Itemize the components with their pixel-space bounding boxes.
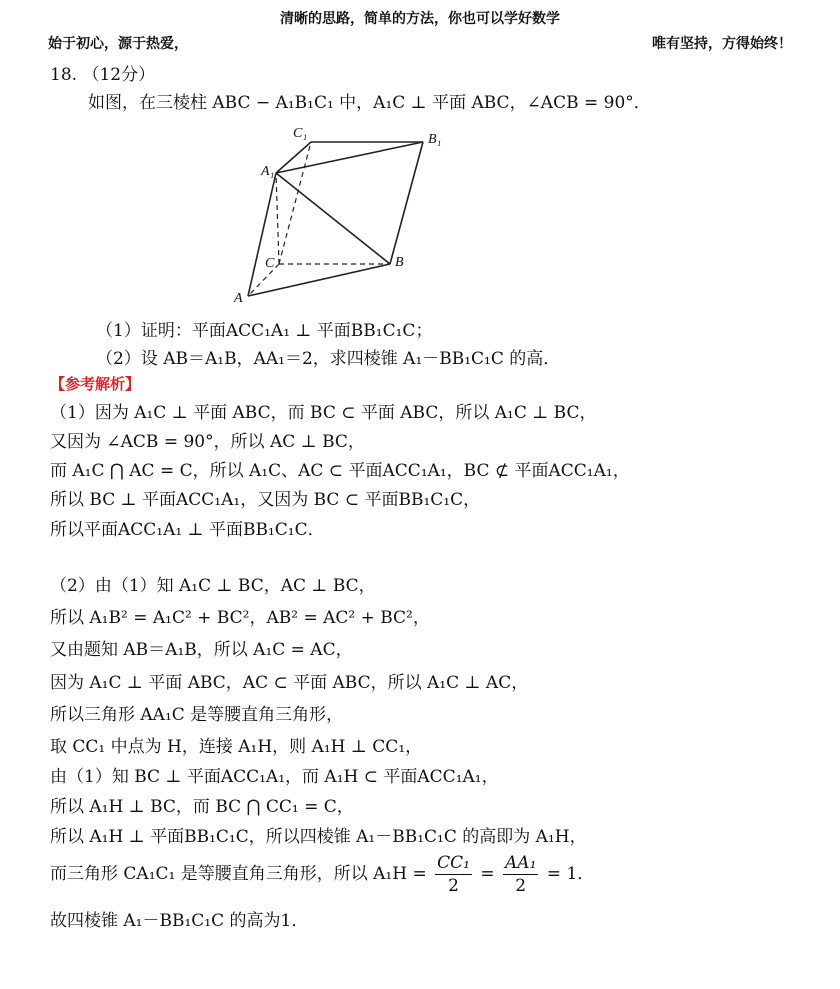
solution-title: 【参考解析】	[50, 375, 141, 393]
solution-line: 所以平面ACC₁A₁ ⊥ 平面BB₁C₁C．	[50, 520, 325, 540]
conclusion: 故四棱锥 A₁－BB₁C₁C 的高为1．	[50, 911, 309, 931]
fraction-cc1	[435, 852, 472, 897]
denominator: 2	[448, 876, 459, 896]
label-c1: C₁	[293, 126, 308, 141]
solution-line: 又因为 ∠ACB = 90°，所以 AC ⊥ BC，	[50, 432, 365, 452]
question-2: （2）设 AB＝A₁B，AA₁＝2，求四棱锥 A₁－BB₁C₁C 的高．	[96, 349, 561, 369]
numerator: CC₁	[437, 853, 470, 873]
solution-line: 因为 A₁C ⊥ 平面 ABC，AC ⊂ 平面 ABC，所以 A₁C ⊥ AC，	[50, 673, 529, 693]
solution-line: 而 A₁C ⋂ AC = C，所以 A₁C、AC ⊂ 平面ACC₁A₁，BC ⊄ 平面ACC₁A₁，	[50, 461, 630, 481]
solution-line: 所以 A₁B² = A₁C² + BC²，AB² = AC² + BC²，	[50, 608, 430, 628]
problem-number: 18. （12分）	[50, 65, 156, 85]
equals: =	[480, 864, 495, 884]
problem-stem: 如图，在三棱柱 ABC − A₁B₁C₁ 中，A₁C ⊥ 平面 ABC，∠ACB = 90°．	[88, 93, 651, 113]
solution-line: 所以 A₁H ⊥ BC，而 BC ⋂ CC₁ = C，	[50, 797, 354, 817]
solution-line: （2）由（1）知 A₁C ⊥ BC，AC ⊥ BC，	[50, 576, 376, 596]
denominator: 2	[515, 876, 527, 896]
fraction-line	[50, 852, 594, 897]
label-c: C	[265, 256, 275, 271]
label-b: B	[395, 255, 404, 270]
solution-line: 所以 BC ⊥ 平面ACC₁A₁，又因为 BC ⊂ 平面BB₁C₁C，	[50, 490, 481, 510]
solution-line: 又由题知 AB＝A₁B，所以 A₁C = AC，	[50, 640, 353, 660]
question-1: （1）证明：平面ACC₁A₁ ⊥ 平面BB₁C₁C；	[96, 321, 433, 341]
solution-line: 所以三角形 AA₁C 是等腰直角三角形，	[50, 705, 344, 725]
solution-line: 所以 A₁H ⊥ 平面BB₁C₁C，所以四棱锥 A₁－BB₁C₁C 的高即为 A₁H，	[50, 827, 587, 847]
header-left: 始于初心，源于热爱，	[48, 36, 188, 52]
header-right: 唯有坚持，方得始终！	[652, 36, 792, 52]
label-a1: A₁	[261, 164, 275, 179]
header-center: 清晰的思路，简单的方法，你也可以学好数学	[280, 11, 560, 27]
numerator: AA₁	[505, 853, 537, 873]
fraction-aa1	[503, 852, 538, 897]
solution-line: 由（1）知 BC ⊥ 平面ACC₁A₁，而 A₁H ⊂ 平面ACC₁A₁，	[50, 767, 499, 787]
solution-line: 取 CC₁ 中点为 H，连接 A₁H，则 A₁H ⊥ CC₁，	[50, 737, 423, 757]
fraction-suffix: = 1．	[546, 864, 595, 884]
fraction-prefix: 而三角形 CA₁C₁ 是等腰直角三角形，所以 A₁H =	[50, 864, 427, 884]
solution-line: （1）因为 A₁C ⊥ 平面 ABC，而 BC ⊂ 平面 ABC，所以 A₁C ⊥ BC，	[50, 403, 597, 423]
label-a: A	[234, 291, 243, 306]
label-b1: B₁	[428, 132, 442, 147]
